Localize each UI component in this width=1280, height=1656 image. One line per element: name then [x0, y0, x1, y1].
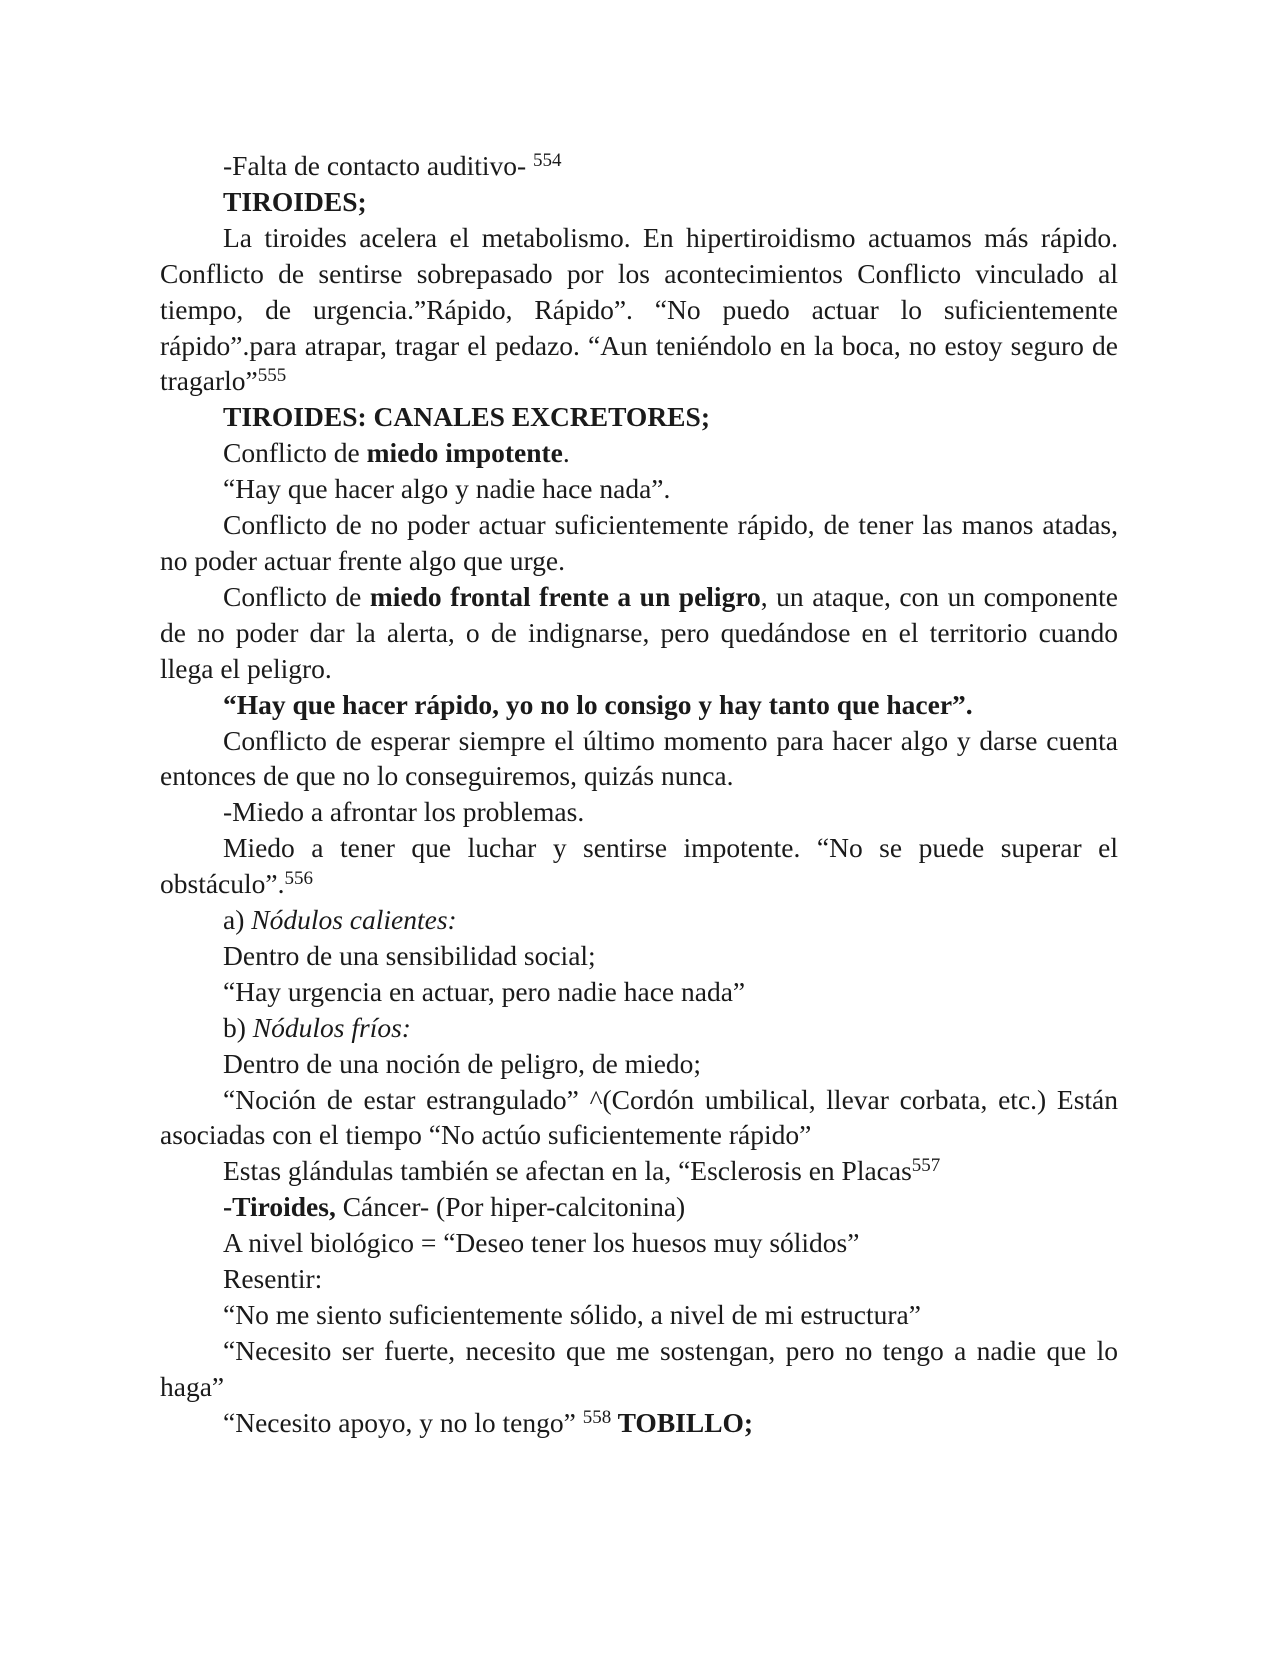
bold-text: “Hay que hacer rápido, yo no lo consigo y hay tanto que hacer”. — [223, 688, 973, 720]
footnote-ref: 558 — [582, 1406, 612, 1428]
paragraph-text: Estas glándulas también se afectan en la, “Esclerosis en Placas — [223, 1155, 912, 1187]
paragraph-text: Cáncer- (Por hiper-calcitonina) — [335, 1191, 686, 1223]
paragraph: Dentro de una noción de peligro, de miedo; — [223, 1047, 702, 1079]
paragraph — [160, 830, 1118, 902]
paragraph: A nivel biológico = “Deseo tener los huesos muy sólidos” — [223, 1227, 860, 1259]
heading-text: TOBILLO; — [611, 1406, 754, 1438]
paragraph: “No me siento suficientemente sólido, a nivel de mi estructura” — [223, 1299, 921, 1330]
paragraph-text: Conflicto de — [223, 437, 367, 469]
heading — [160, 184, 1118, 220]
paragraph — [160, 902, 1118, 938]
paragraph — [160, 220, 1118, 400]
paragraph: Conflicto de esperar siempre el último momento para hacer algo y darse cuenta entonces de que no lo conseguiremos, quizás nunca. — [160, 724, 1118, 792]
document-page — [160, 148, 1118, 1441]
paragraph-text: a) — [223, 904, 252, 936]
paragraph-text: Miedo a tener que luchar y sentirse impotente. “No se puede superar el obstáculo”. — [160, 832, 1118, 900]
paragraph-text: , un ataque, con un componente de no poder dar la alerta, o de indignarse, pero quedándose en el territorio cuando llega el peligro. — [160, 580, 1118, 684]
paragraph-text: . — [562, 437, 570, 469]
paragraph — [160, 687, 1118, 723]
paragraph — [160, 1189, 1118, 1225]
footnote-ref: 557 — [911, 1155, 941, 1177]
paragraph: “Hay que hacer algo y nadie hace nada”. — [223, 473, 671, 505]
paragraph: “Necesito ser fuerte, necesito que me sostengan, pero no tengo a nadie que lo haga” — [160, 1334, 1118, 1402]
paragraph-text: Conflicto de — [223, 580, 370, 612]
paragraph — [160, 1153, 1118, 1189]
paragraph-text: b) — [223, 1011, 253, 1043]
paragraph-text: -Falta de contacto auditivo- — [223, 150, 534, 181]
paragraph: Dentro de una sensibilidad social; — [223, 939, 596, 971]
paragraph-text: “Necesito apoyo, y no lo tengo” — [223, 1406, 583, 1438]
paragraph: Resentir: — [223, 1263, 323, 1295]
paragraph — [160, 435, 1118, 471]
paragraph-text: La tiroides acelera el metabolismo. En hipertiroidismo actuamos más rápido. Conflicto de sentirse sobrepasado por los acontecimientos Conflicto vinculado al tiempo, de urgencia.”Rápido, Rápido”. “No puedo actuar lo suficientemente rápido”.para atrapar, tragar el pedazo. “Aun teniéndolo en la boca, no estoy seguro de tragarlo” — [160, 221, 1118, 397]
footnote-ref: 555 — [257, 365, 287, 387]
italic-text: Nódulos calientes: — [251, 904, 457, 936]
paragraph: -Miedo a afrontar los problemas. — [223, 796, 585, 828]
bold-text: miedo frontal frente a un peligro — [369, 580, 761, 612]
bold-text: -Tiroides, — [223, 1191, 336, 1223]
footnote-ref: 554 — [533, 150, 562, 171]
footnote-ref: 556 — [284, 868, 313, 890]
paragraph: Conflicto de no poder actuar suficientemente rápido, de tener las manos atadas, no poder actuar frente algo que urge. — [160, 509, 1118, 576]
paragraph: “Noción de estar estrangulado” ^(Cordón umbilical, llevar corbata, etc.) Están asociadas con el tiempo “No actúo suficientemente rápido” — [160, 1083, 1118, 1151]
heading — [160, 399, 1118, 435]
paragraph — [160, 1010, 1118, 1046]
italic-text: Nódulos fríos: — [252, 1011, 411, 1043]
paragraph — [160, 1405, 1118, 1441]
paragraph: “Hay urgencia en actuar, pero nadie hace nada” — [223, 975, 746, 1007]
paragraph — [160, 148, 1118, 184]
bold-text: miedo impotente — [366, 437, 563, 469]
heading-text: TIROIDES; — [223, 185, 367, 217]
paragraph — [160, 579, 1118, 687]
heading-text: TIROIDES: CANALES EXCRETORES; — [223, 401, 710, 433]
